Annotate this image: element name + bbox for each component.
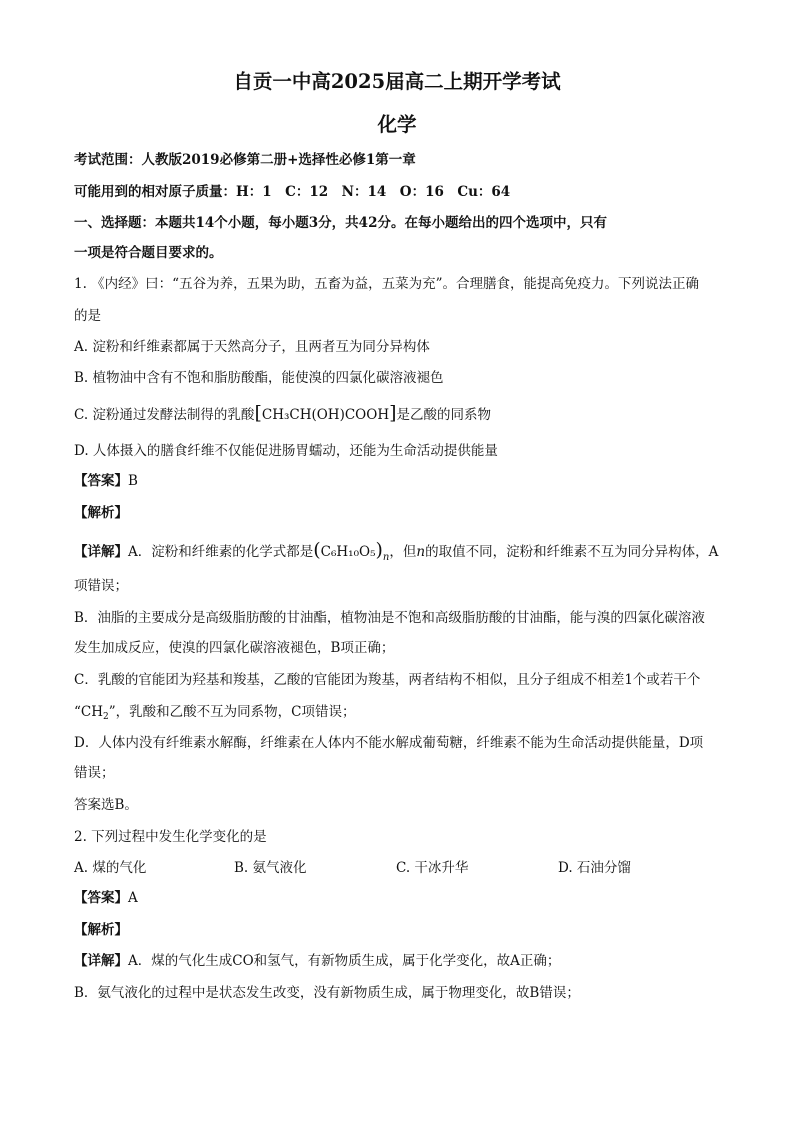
q1-detail-b-line1: B．油脂的主要成分是高级脂肪酸的甘油酯，植物油是不饱和高级脂肪酸的甘油酯，能与溴的四氯化碳溶液 — [74, 610, 705, 626]
q1-detail-d-line1: D．人体内没有纤维素水解酶，纤维素在人体内不能水解成葡萄糖，纤维素不能为生命活动提供能量，D项 — [74, 735, 704, 751]
detail-tag: 【详解】 — [74, 544, 128, 560]
detail-text-c: 的取值不同，淀粉和纤维素不互为同分异构体，A — [425, 544, 719, 560]
starch-formula: C₆H₁₀O₅ — [320, 544, 376, 560]
exam-title: 自贡一中高2025届高二上期开学考试 — [233, 70, 561, 93]
q1-stem-line1: 1. 《内经》曰：“五谷为养，五果为助，五畜为益，五菜为充”。合理膳食，能提高免疫力。下列说法正确 — [74, 276, 699, 292]
detail-text-b: ，但 — [389, 544, 417, 560]
detail-c-quote-open: “CH — [74, 704, 104, 720]
q2-option-a: A. 煤的气化 — [74, 860, 147, 876]
lactic-acid-formula: CH₃CH(OH)COOH — [261, 407, 390, 423]
exam-scope: 考试范围：人教版2019必修第二册+选择性必修1第一章 — [74, 152, 416, 168]
answer-value: A — [128, 890, 138, 906]
answer-tag: 【答案】 — [74, 473, 128, 489]
detail-text-a: A．淀粉和纤维素的化学式都是 — [128, 544, 314, 560]
q1-detail-c-line1: C．乳酸的官能团为羟基和羧基，乙酸的官能团为羧基，两者结构不相似，且分子组成不相差1个或若干个 — [74, 672, 701, 688]
q2-option-d: D. 石油分馏 — [558, 860, 631, 876]
q1-analysis-tag: 【解析】 — [74, 505, 128, 521]
bracket-left: [ — [254, 402, 262, 424]
q1-conclusion: 答案选B。 — [74, 797, 138, 813]
atomic-masses: 可能用到的相对原子质量：H：1 C：12 N：14 O：16 Cu：64 — [74, 184, 511, 200]
subscript-n: n — [382, 552, 390, 563]
q1-option-c — [74, 403, 491, 425]
q1-option-b: B. 植物油中含有不饱和脂肪酸酯，能使溴的四氯化碳溶液褪色 — [74, 370, 444, 386]
q1-option-d: D. 人体摄入的膳食纤维不仅能促进肠胃蠕动，还能为生命活动提供能量 — [74, 443, 498, 459]
q1-detail-line2: 项错误； — [74, 578, 128, 594]
q1-detail-c-line2 — [74, 702, 355, 727]
subject-title: 化学 — [377, 113, 417, 136]
q1-detail-d-line2: 错误； — [74, 765, 115, 781]
q1-option-a: A. 淀粉和纤维素都属于天然高分子，且两者互为同分异构体 — [74, 339, 430, 355]
answer-tag: 【答案】 — [74, 890, 128, 906]
q1-option-c-pre: C. 淀粉通过发酵法制得的乳酸 — [74, 407, 255, 423]
q1-stem-line2: 的是 — [74, 308, 101, 324]
q1-option-c-post: 是乙酸的同系物 — [396, 407, 492, 423]
q1-detail-b-line2: 发生加成反应，使溴的四氯化碳溶液褪色，B项正确； — [74, 640, 395, 656]
italic-n: n — [416, 544, 426, 560]
q2-option-c: C. 干冰升华 — [396, 860, 469, 876]
detail-text: A．煤的气化生成CO和氢气，有新物质生成，属于化学变化，故A正确； — [128, 953, 561, 969]
bracket-right: ] — [389, 402, 397, 424]
q2-analysis-tag: 【解析】 — [74, 922, 128, 938]
subscript-2: 2 — [103, 712, 109, 722]
section-heading-line2: 一项是符合题目要求的。 — [74, 245, 223, 261]
q2-option-b: B. 氨气液化 — [234, 860, 307, 876]
q1-answer — [74, 471, 138, 491]
detail-c-rest: ”，乳酸和乙酸不互为同系物，C项错误； — [108, 704, 356, 720]
q2-answer — [74, 888, 138, 908]
paren-right: ) — [375, 539, 383, 561]
q2-stem: 2. 下列过程中发生化学变化的是 — [74, 829, 267, 845]
q2-detail-line2: B．氨气液化的过程中是状态发生改变，没有新物质生成，属于物理变化，故B错误； — [74, 985, 580, 1001]
section-heading-line1: 一、选择题：本题共14个小题，每小题3分，共42分。在每小题给出的四个选项中，只有 — [74, 215, 607, 231]
paren-left: ( — [313, 539, 321, 561]
q1-detail-line1 — [74, 540, 718, 568]
answer-value: B — [128, 473, 138, 489]
detail-tag: 【详解】 — [74, 953, 128, 969]
q2-detail-line1 — [74, 951, 560, 971]
